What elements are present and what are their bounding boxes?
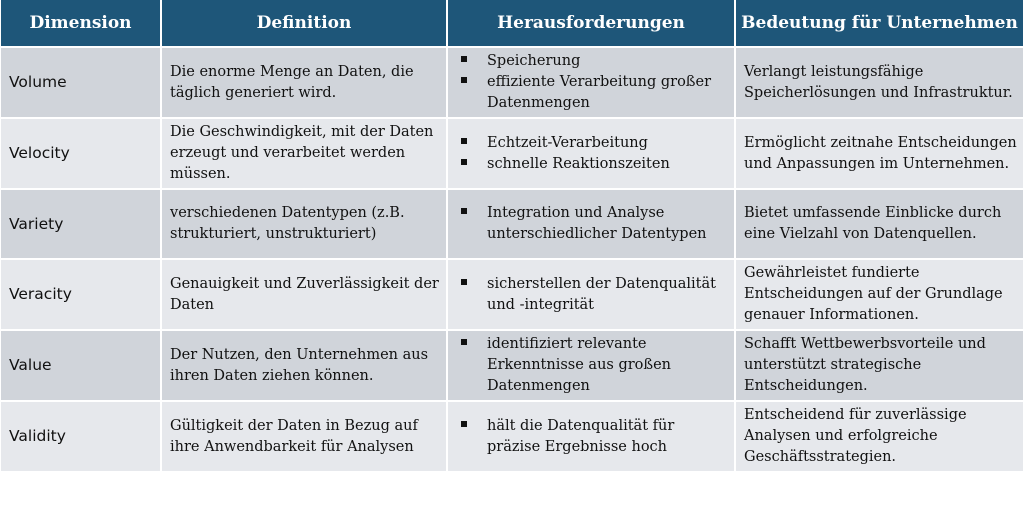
cell-significance: Ermöglicht zeitnahe Entscheidungen und Anpassungen im Unternehmen. (735, 118, 1023, 189)
header-row (1, 0, 1023, 47)
challenges-list (455, 416, 728, 458)
challenge-text: effiziente Verarbeitung großer Datenmengen (487, 74, 711, 111)
cell-significance: Schafft Wettbewerbsvorteile und unterstützt strategische Entscheidungen. (735, 330, 1023, 401)
challenges-list (455, 274, 728, 316)
cell-dimension: Variety (1, 189, 161, 259)
table-header (1, 0, 1023, 47)
challenges-list (455, 203, 728, 245)
square-bullet-icon (461, 138, 467, 144)
square-bullet-icon (461, 56, 467, 62)
challenges-list (455, 334, 728, 397)
challenges-list (455, 133, 728, 175)
square-bullet-icon (461, 339, 467, 345)
list-item (459, 203, 728, 245)
cell-significance: Gewährleistet fundierte Entscheidungen auf der Grundlage genauer Informationen. (735, 259, 1023, 330)
cell-challenges (447, 330, 735, 401)
cell-dimension: Volume (1, 47, 161, 118)
header-dimension: Dimension (1, 0, 161, 47)
big-data-dimensions-table (1, 0, 1023, 473)
cell-definition: Gültigkeit der Daten in Bezug auf ihre Anwendbarkeit für Analysen (161, 401, 447, 472)
table-row (1, 330, 1023, 401)
table-row (1, 259, 1023, 330)
cell-definition: verschiedenen Datentypen (z.B. strukturiert, unstrukturiert) (161, 189, 447, 259)
cell-dimension: Velocity (1, 118, 161, 189)
table-row (1, 189, 1023, 259)
cell-dimension: Value (1, 330, 161, 401)
cell-challenges (447, 118, 735, 189)
table-row (1, 118, 1023, 189)
list-item (459, 334, 728, 397)
square-bullet-icon (461, 159, 467, 165)
cell-definition: Der Nutzen, den Unternehmen aus ihren Daten ziehen können. (161, 330, 447, 401)
cell-significance: Bietet umfassende Einblicke durch eine Vielzahl von Datenquellen. (735, 189, 1023, 259)
table-row (1, 401, 1023, 472)
list-item (459, 154, 728, 175)
cell-challenges (447, 189, 735, 259)
square-bullet-icon (461, 421, 467, 427)
challenge-text: Echtzeit-Verarbeitung (487, 134, 648, 151)
challenge-text: identifiziert relevante Erkenntnisse aus großen Datenmengen (487, 336, 672, 394)
cell-significance: Verlangt leistungsfähige Speicherlösungen und Infrastruktur. (735, 47, 1023, 118)
cell-challenges (447, 47, 735, 118)
square-bullet-icon (461, 77, 467, 83)
challenge-text: Speicherung (487, 53, 581, 69)
list-item (459, 72, 728, 114)
challenge-text: hält die Datenqualität für präzise Ergebnisse hoch (487, 417, 675, 455)
challenge-text: sicherstellen der Datenqualität und -integrität (487, 275, 716, 313)
challenges-list (455, 51, 728, 114)
cell-challenges (447, 401, 735, 472)
list-item (459, 274, 728, 316)
cell-dimension: Veracity (1, 259, 161, 330)
challenge-text: Integration und Analyse unterschiedlicher Datentypen (487, 205, 707, 242)
cell-definition: Genauigkeit und Zuverlässigkeit der Daten (161, 259, 447, 330)
table-row (1, 47, 1023, 118)
challenge-text: schnelle Reaktionszeiten (487, 155, 670, 172)
cell-definition: Die Geschwindigkeit, mit der Daten erzeugt und verarbeitet werden müssen. (161, 118, 447, 189)
cell-dimension: Validity (1, 401, 161, 472)
list-item (459, 416, 728, 458)
cell-significance: Entscheidend für zuverlässige Analysen und erfolgreiche Geschäftsstrategien. (735, 401, 1023, 472)
table-body (1, 47, 1023, 472)
square-bullet-icon (461, 279, 467, 285)
cell-challenges (447, 259, 735, 330)
header-significance: Bedeutung für Unternehmen (735, 0, 1023, 47)
list-item (459, 51, 728, 72)
list-item (459, 133, 728, 154)
header-challenges: Herausforderungen (447, 0, 735, 47)
header-definition: Definition (161, 0, 447, 47)
square-bullet-icon (461, 208, 467, 214)
cell-definition: Die enorme Menge an Daten, die täglich generiert wird. (161, 47, 447, 118)
